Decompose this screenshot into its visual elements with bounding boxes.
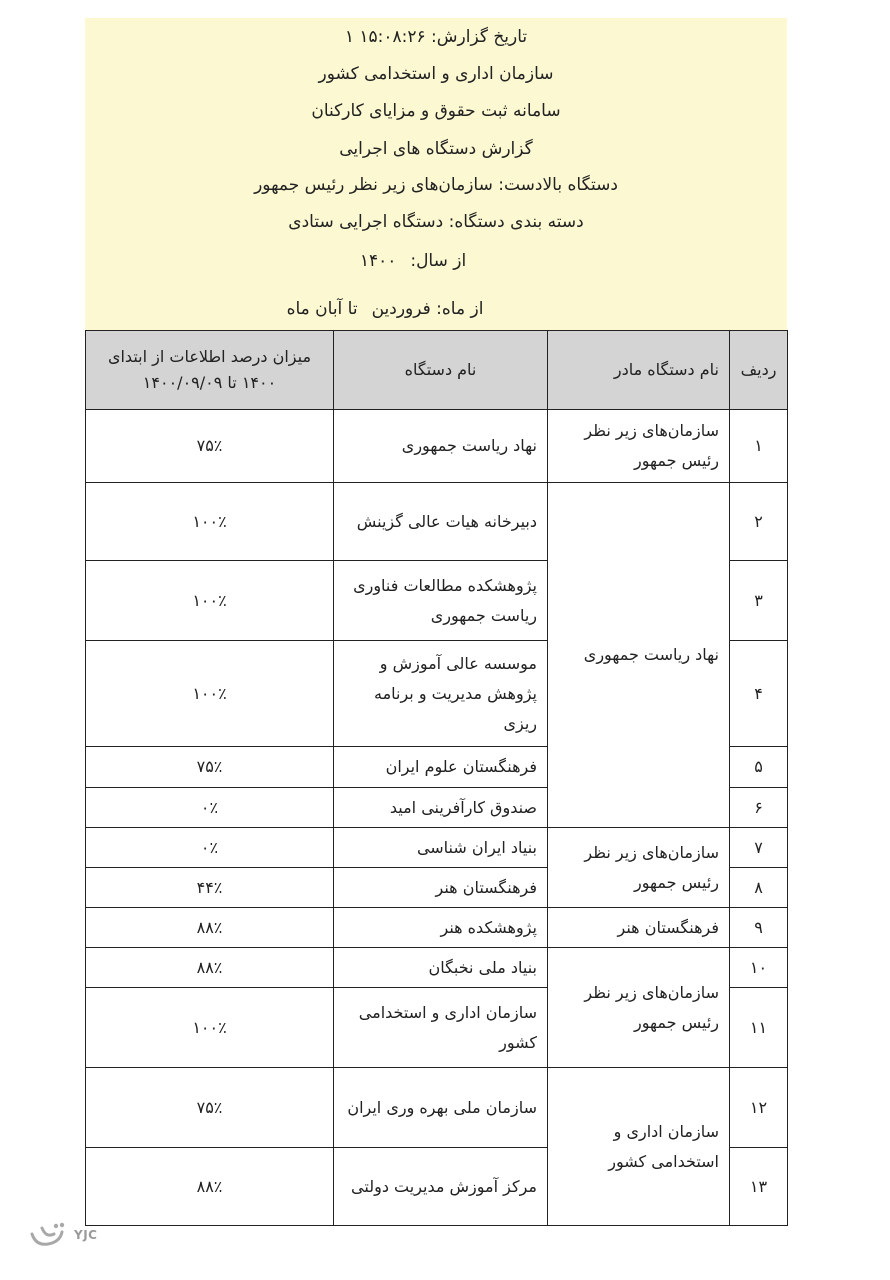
row-number: ۱ bbox=[730, 410, 788, 483]
percent-value: ۱۰۰٪ bbox=[86, 641, 334, 747]
header-percent bbox=[86, 331, 334, 410]
header-percent-line1: میزان درصد اطلاعات از ابتدای bbox=[107, 347, 312, 366]
table-header-row bbox=[86, 331, 788, 410]
table-row bbox=[86, 828, 788, 868]
year-label: از سال: bbox=[410, 251, 467, 271]
row-number: ۶ bbox=[730, 788, 788, 828]
parent-cell: فرهنگستان هنر bbox=[548, 908, 730, 948]
device-name: سازمان ملی بهره وری ایران bbox=[334, 1068, 548, 1148]
parent-cell: سازمان اداری و استخدامی کشور bbox=[548, 1068, 730, 1226]
yjc-watermark bbox=[22, 1218, 112, 1254]
percent-value: ۸۸٪ bbox=[86, 1148, 334, 1226]
device-name: مرکز آموزش مدیریت دولتی bbox=[334, 1148, 548, 1226]
percent-value: ۷۵٪ bbox=[86, 1068, 334, 1148]
system-title: سامانه ثبت حقوق و مزایای کارکنان bbox=[311, 101, 561, 121]
device-name: دبیرخانه هیات عالی گزینش bbox=[334, 483, 548, 561]
category-line: دسته بندی دستگاه: دستگاه اجرایی ستادی bbox=[288, 212, 584, 232]
organization-title: سازمان اداری و استخدامی کشور bbox=[318, 64, 554, 84]
device-name: نهاد ریاست جمهوری bbox=[334, 410, 548, 483]
device-name: پژوهشکده هنر bbox=[334, 908, 548, 948]
parent-device-line: دستگاه بالادست: سازمان‌های زیر نظر رئیس جمهور bbox=[254, 175, 618, 195]
percent-value: ۴۴٪ bbox=[86, 868, 334, 908]
report-title: گزارش دستگاه های اجرایی bbox=[339, 139, 533, 159]
header-row-number: ردیف bbox=[730, 331, 788, 410]
month-to: تا آبان ماه bbox=[286, 299, 358, 319]
table-row bbox=[86, 1068, 788, 1148]
year-line bbox=[203, 250, 623, 272]
row-number: ۳ bbox=[730, 561, 788, 641]
percent-value: ۸۸٪ bbox=[86, 948, 334, 988]
watermark-text: YJC bbox=[74, 1228, 98, 1242]
year-value: ۱۴۰۰ bbox=[359, 251, 397, 271]
percent-value: ۷۵٪ bbox=[86, 410, 334, 483]
header-name: نام دستگاه bbox=[334, 331, 548, 410]
row-number: ۱۲ bbox=[730, 1068, 788, 1148]
parent-cell: نهاد ریاست جمهوری bbox=[548, 483, 730, 828]
report-header bbox=[85, 18, 787, 330]
parent-cell: سازمان‌های زیر نظر رئیس جمهور bbox=[548, 948, 730, 1068]
report-date: تاریخ گزارش: ۱۵:۰۸:۲۶ ۱ bbox=[344, 27, 528, 47]
row-number: ۱۰ bbox=[730, 948, 788, 988]
table-row bbox=[86, 483, 788, 561]
month-from: از ماه: فروردین bbox=[371, 299, 484, 319]
row-number: ۱۱ bbox=[730, 988, 788, 1068]
percent-value: ۱۰۰٪ bbox=[86, 483, 334, 561]
yjc-logo-icon bbox=[26, 1220, 70, 1252]
percent-value: ۸۸٪ bbox=[86, 908, 334, 948]
device-name: بنیاد ایران شناسی bbox=[334, 828, 548, 868]
percent-value: ۰٪ bbox=[86, 828, 334, 868]
percent-value: ۱۰۰٪ bbox=[86, 988, 334, 1068]
row-number: ۹ bbox=[730, 908, 788, 948]
device-name: صندوق کارآفرینی امید bbox=[334, 788, 548, 828]
table-row bbox=[86, 948, 788, 988]
percent-value: ۱۰۰٪ bbox=[86, 561, 334, 641]
row-number: ۴ bbox=[730, 641, 788, 747]
device-name: فرهنگستان علوم ایران bbox=[334, 747, 548, 788]
table-row bbox=[86, 908, 788, 948]
header-percent-line2: ۱۴۰۰ تا ۱۴۰۰/۰۹/۰۹ bbox=[142, 373, 277, 392]
percent-value: ۷۵٪ bbox=[86, 747, 334, 788]
device-name: پژوهشکده مطالعات فناوری ریاست جمهوری bbox=[334, 561, 548, 641]
table-row bbox=[86, 410, 788, 483]
header-parent: نام دستگاه مادر bbox=[548, 331, 730, 410]
parent-cell: سازمان‌های زیر نظر رئیس جمهور bbox=[548, 410, 730, 483]
devices-table bbox=[85, 330, 788, 1226]
parent-cell: سازمان‌های زیر نظر رئیس جمهور bbox=[548, 828, 730, 908]
device-name: سازمان اداری و استخدامی کشور bbox=[334, 988, 548, 1068]
device-name: فرهنگستان هنر bbox=[334, 868, 548, 908]
device-name: بنیاد ملی نخبگان bbox=[334, 948, 548, 988]
row-number: ۵ bbox=[730, 747, 788, 788]
row-number: ۲ bbox=[730, 483, 788, 561]
device-name: موسسه عالی آموزش و پژوهش مدیریت و برنامه ریزی bbox=[334, 641, 548, 747]
row-number: ۸ bbox=[730, 868, 788, 908]
percent-value: ۰٪ bbox=[86, 788, 334, 828]
row-number: ۷ bbox=[730, 828, 788, 868]
month-line bbox=[175, 298, 595, 320]
row-number: ۱۳ bbox=[730, 1148, 788, 1226]
